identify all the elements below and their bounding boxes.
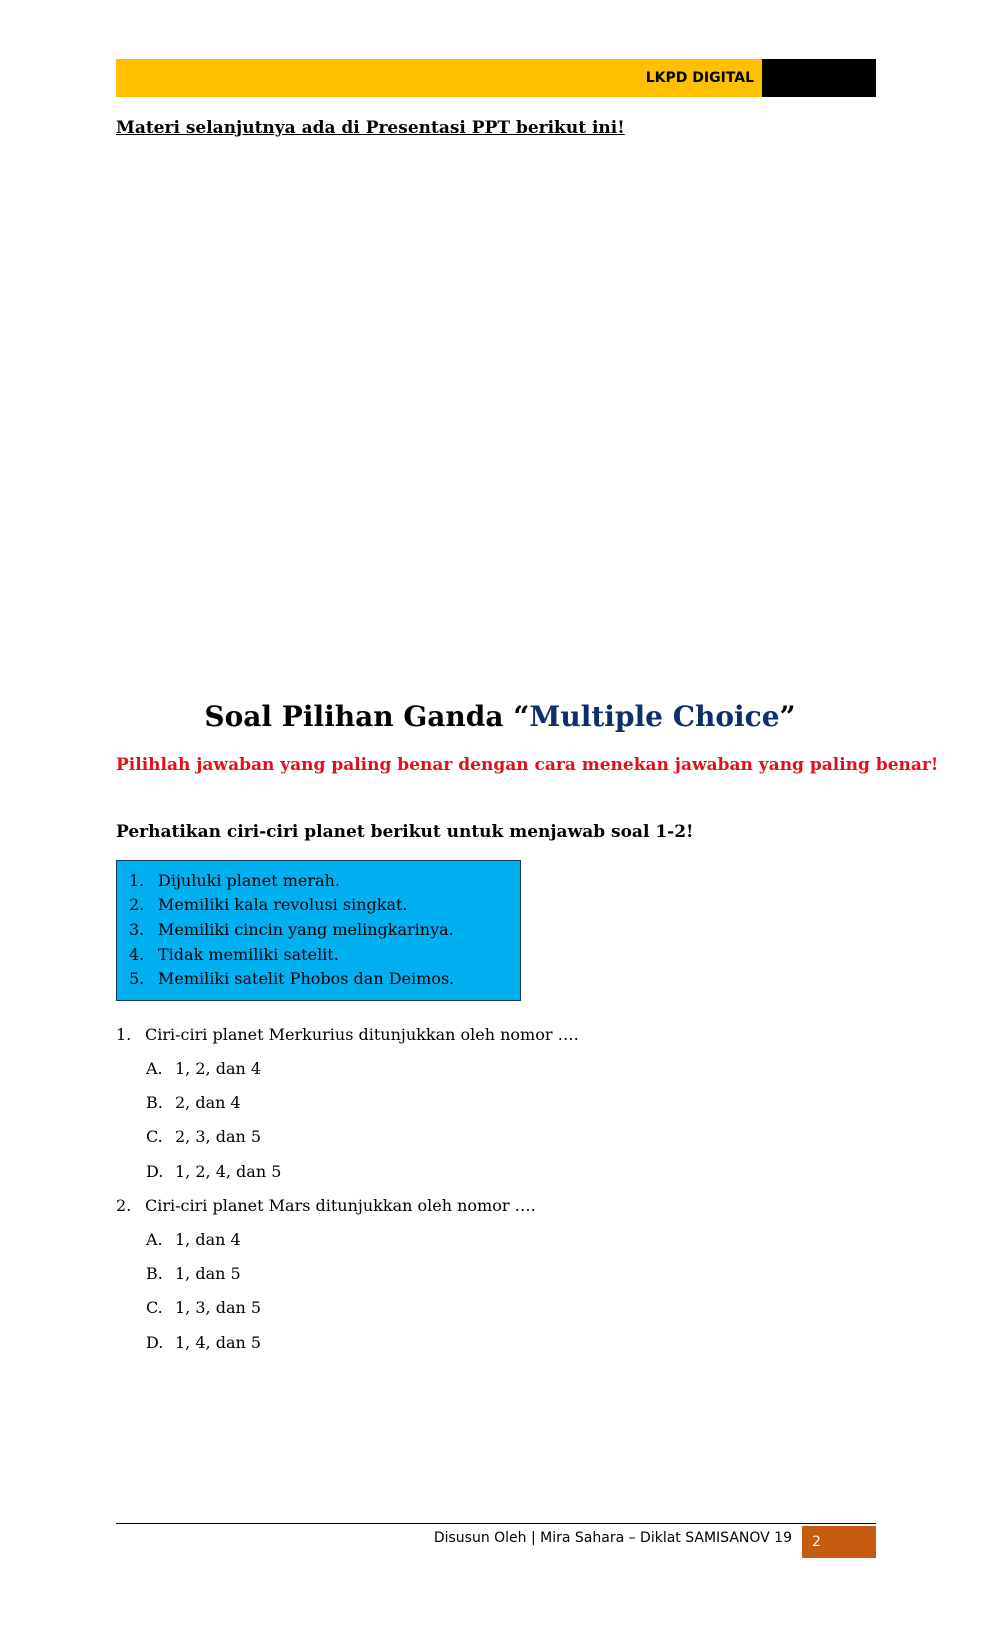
question-1-option-c[interactable] (146, 1127, 261, 1146)
characteristic-text: Memiliki kala revolusi singkat. (158, 895, 408, 915)
characteristic-text: Memiliki cincin yang melingkarinya. (158, 919, 454, 939)
question-2-option-a[interactable] (146, 1230, 241, 1249)
option-letter: A. (146, 1230, 163, 1249)
instruction-text: Pilihlah jawaban yang paling benar dengan cara menekan jawaban yang paling benar! (116, 755, 939, 775)
question-1-option-d[interactable] (146, 1162, 281, 1181)
option-text: 1, 2, 4, dan 5 (175, 1162, 282, 1181)
option-text: 1, 4, dan 5 (175, 1333, 262, 1352)
option-letter: B. (146, 1093, 163, 1112)
characteristic-number: 1. (129, 870, 145, 890)
option-text: 1, dan 5 (175, 1264, 241, 1283)
footer-credit: Disusun Oleh | Mira Sahara – Diklat SAMISANOV 19 (433, 1530, 792, 1546)
question-1-option-a[interactable] (146, 1059, 261, 1078)
footer-divider (116, 1523, 876, 1524)
question-2-option-d[interactable] (146, 1333, 261, 1352)
characteristic-text: Tidak memiliki satelit. (158, 944, 339, 964)
question-text: Ciri-ciri planet Mars ditunjukkan oleh nomor …. (145, 1196, 536, 1215)
characteristic-item (129, 917, 520, 942)
header-label: LKPD DIGITAL (645, 70, 754, 86)
question-2 (116, 1196, 536, 1215)
option-text: 1, 3, dan 5 (175, 1298, 262, 1317)
question-2-option-b[interactable] (146, 1264, 241, 1283)
section-title-accent: Multiple Choice (529, 700, 780, 733)
characteristic-item (129, 942, 520, 967)
option-text: 2, 3, dan 5 (175, 1127, 262, 1146)
option-letter: B. (146, 1264, 163, 1283)
characteristic-number: 5. (129, 969, 145, 989)
characteristic-item (129, 893, 520, 918)
question-number: 1. (116, 1025, 132, 1044)
page-header (116, 59, 876, 97)
section-title (0, 700, 1000, 733)
characteristic-item (129, 966, 520, 991)
characteristic-text: Dijuluki planet merah. (158, 870, 340, 890)
question-2-option-c[interactable] (146, 1298, 261, 1317)
option-letter: D. (146, 1333, 164, 1352)
section-title-suffix: ” (779, 700, 796, 733)
option-letter: C. (146, 1127, 163, 1146)
characteristic-number: 3. (129, 919, 145, 939)
question-1-option-b[interactable] (146, 1093, 241, 1112)
header-yellow-band (116, 59, 762, 97)
characteristic-number: 2. (129, 895, 145, 915)
question-1 (116, 1025, 579, 1044)
page-number-badge (802, 1526, 876, 1558)
option-text: 2, dan 4 (175, 1093, 241, 1112)
characteristic-item (129, 868, 520, 893)
option-text: 1, dan 4 (175, 1230, 241, 1249)
page-number: 2 (812, 1534, 821, 1550)
section-title-prefix: Soal Pilihan Ganda “ (204, 700, 530, 733)
characteristics-box (116, 860, 521, 1001)
option-letter: A. (146, 1059, 163, 1078)
intro-text: Materi selanjutnya ada di Presentasi PPT berikut ini! (116, 118, 625, 138)
option-text: 1, 2, dan 4 (175, 1059, 262, 1078)
question-text: Ciri-ciri planet Merkurius ditunjukkan oleh nomor …. (145, 1025, 579, 1044)
characteristic-number: 4. (129, 944, 145, 964)
question-number: 2. (116, 1196, 132, 1215)
option-letter: C. (146, 1298, 163, 1317)
characteristic-text: Memiliki satelit Phobos dan Deimos. (158, 969, 455, 989)
header-black-block (762, 59, 876, 97)
option-letter: D. (146, 1162, 164, 1181)
prompt-text: Perhatikan ciri-ciri planet berikut untuk menjawab soal 1-2! (116, 822, 694, 842)
